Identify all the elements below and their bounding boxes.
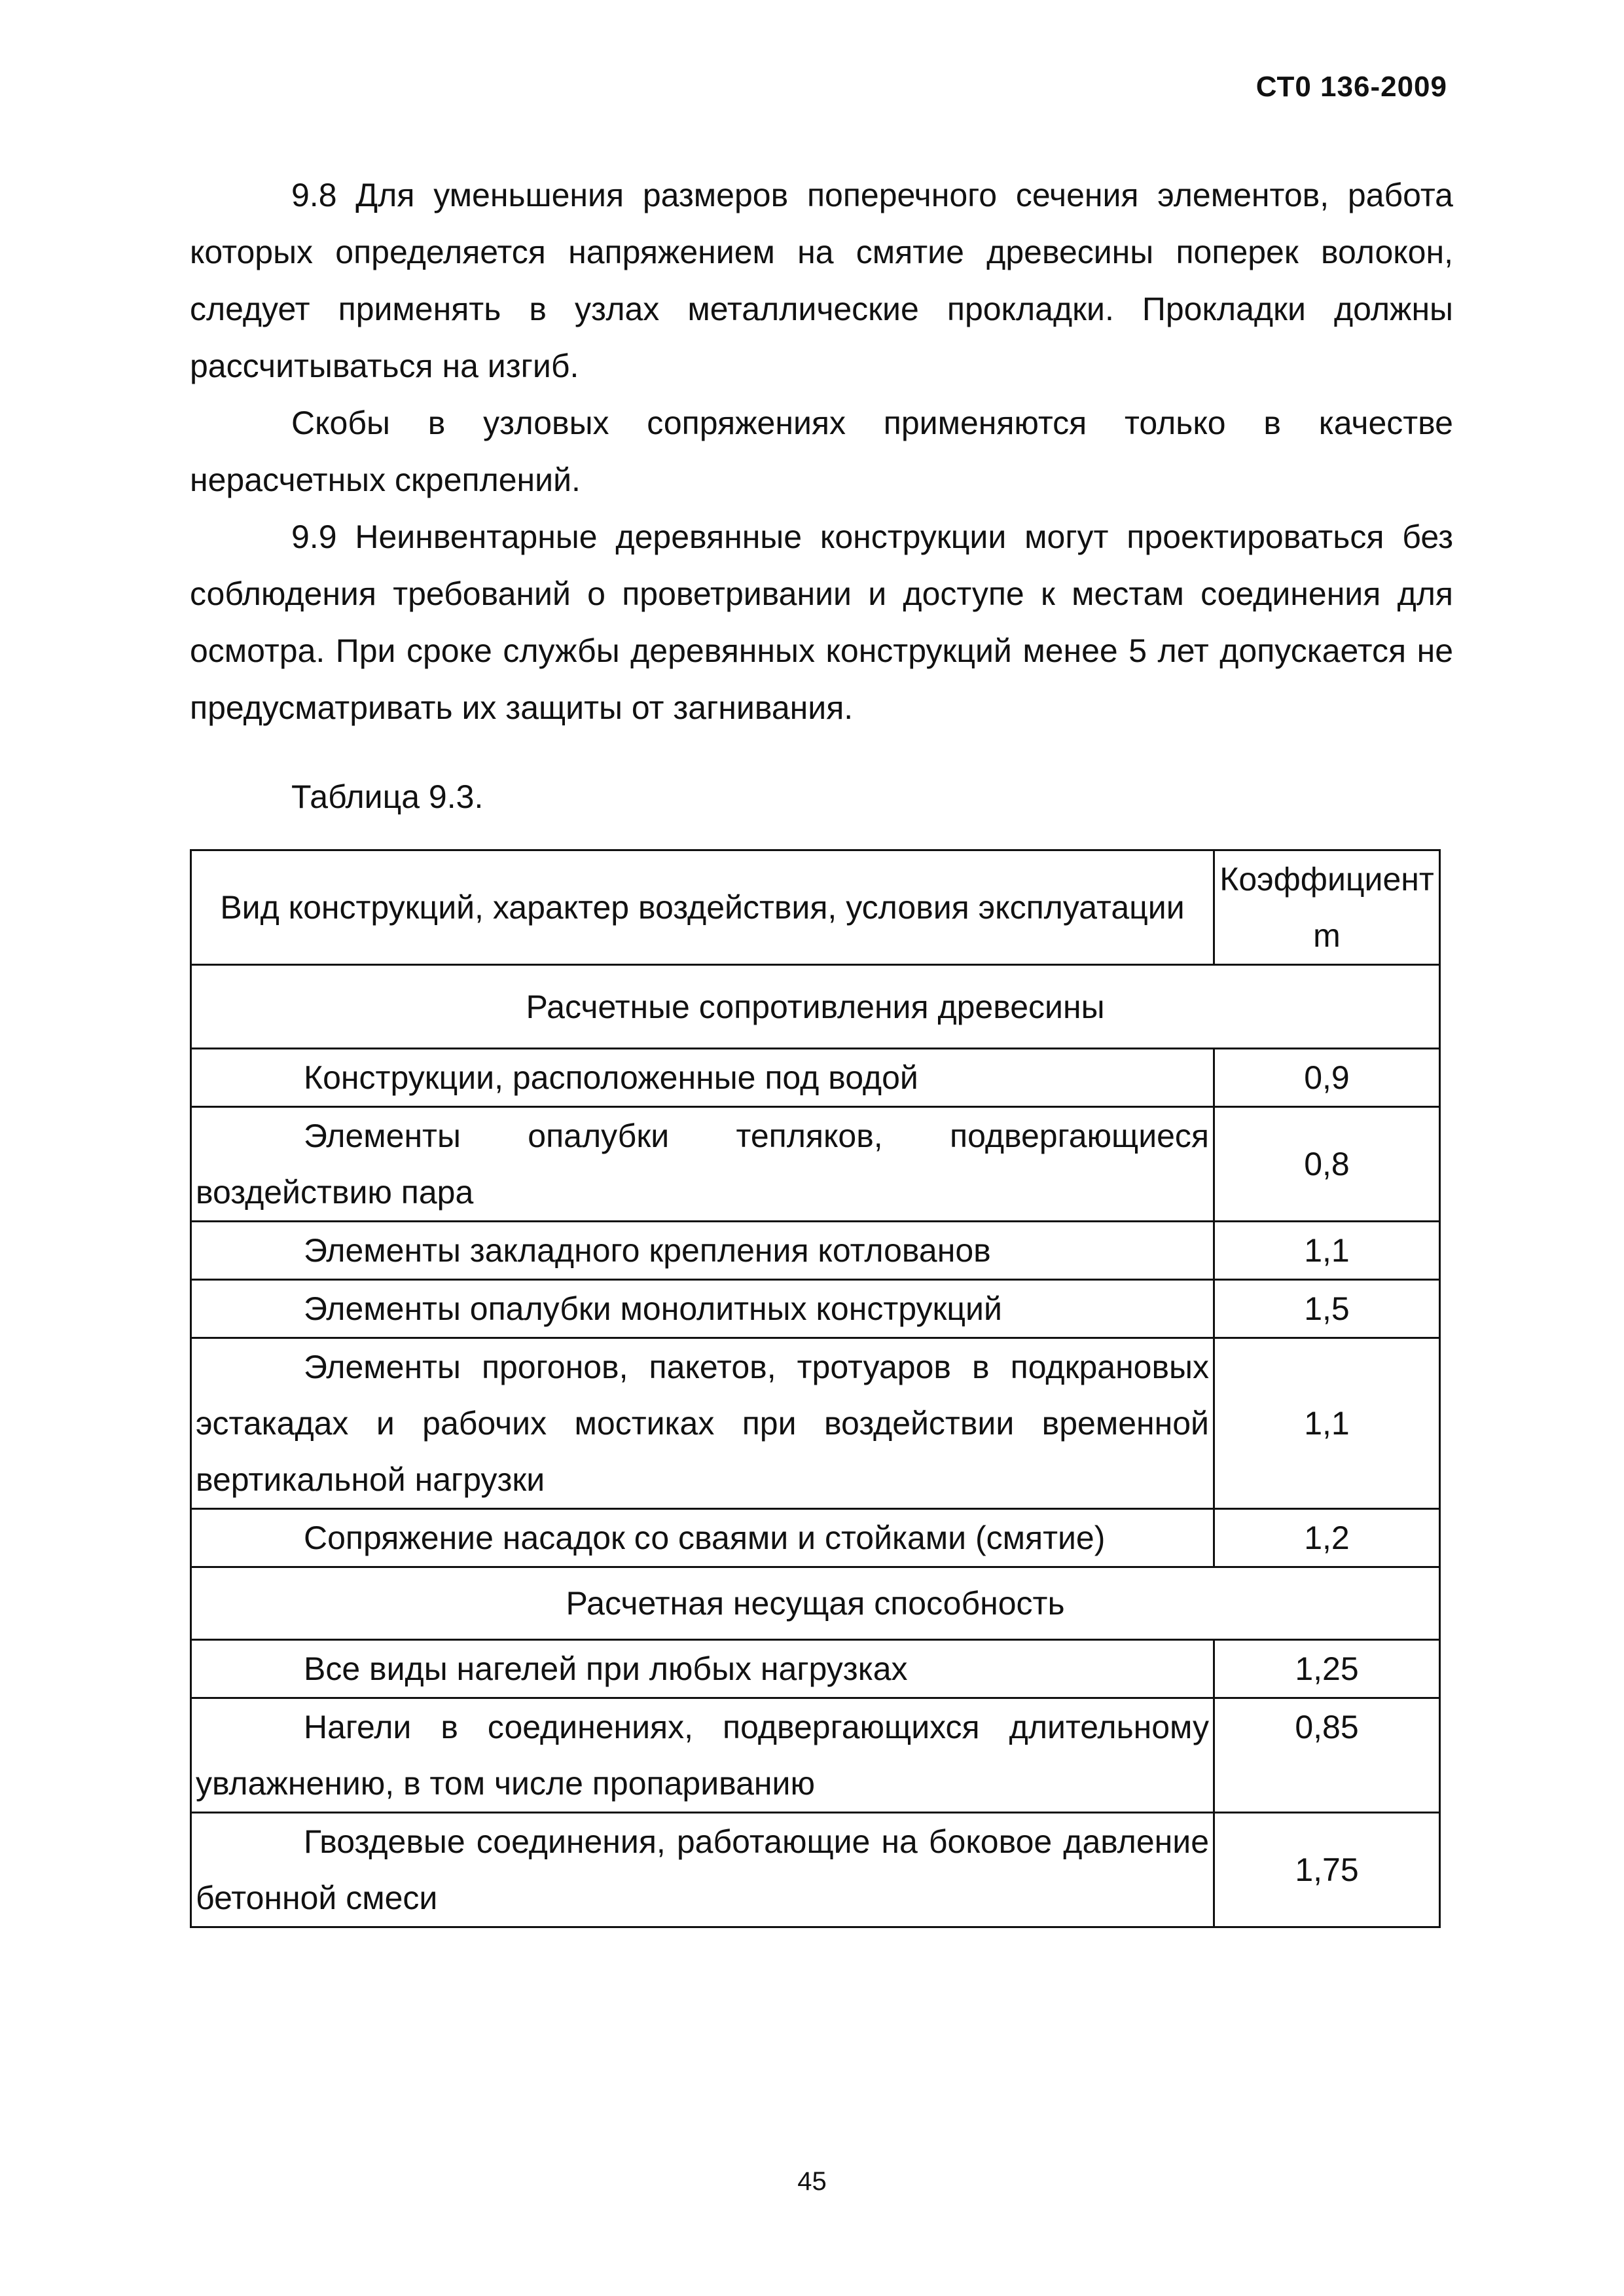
table-row	[191, 1280, 1440, 1338]
row-value: 1,2	[1214, 1509, 1440, 1567]
table-caption: Таблица 9.3.	[291, 778, 484, 815]
table-row	[191, 1509, 1440, 1567]
paragraph-9-9: 9.9 Неинвентарные деревянные конструкции могут проектироваться без соблюдения требований о проветривании и доступе к местам соединения для осмотра. При сроке службы деревянных конструкций менее 5 лет допускается не предусматривать их защиты от загнивания.	[190, 519, 1453, 726]
coefficient-table	[190, 849, 1441, 1928]
table-row	[191, 1107, 1440, 1222]
row-value: 1,5	[1214, 1280, 1440, 1338]
row-value: 1,1	[1214, 1338, 1440, 1509]
document-code: СТ0 136-2009	[1255, 71, 1447, 103]
section-title-wood-resistance: Расчетные сопротивления древесины	[191, 965, 1440, 1049]
body-text	[190, 167, 1453, 737]
header-coefficient-symbol: m	[1313, 917, 1341, 954]
row-value: 1,25	[1214, 1640, 1440, 1698]
row-value: 1,75	[1214, 1813, 1440, 1927]
row-description: Нагели в соединениях, подвергающихся длительному увлажнению, в том числе пропариванию	[191, 1698, 1214, 1813]
row-description: Гвоздевые соединения, работающие на боковое давление бетонной смеси	[191, 1813, 1214, 1927]
section-row	[191, 965, 1440, 1049]
table-row	[191, 1222, 1440, 1280]
row-description: Элементы опалубки тепляков, подвергающиеся воздействию пара	[191, 1107, 1214, 1222]
row-value: 1,1	[1214, 1222, 1440, 1280]
section-title-bearing-capacity: Расчетная несущая способность	[191, 1567, 1440, 1640]
table-row	[191, 1338, 1440, 1509]
row-description: Сопряжение насадок со сваями и стойками (смятие)	[191, 1509, 1214, 1567]
paragraph-staples: Скобы в узловых сопряжениях применяются только в качестве нерасчетных скреплений.	[190, 405, 1453, 498]
row-description: Конструкции, расположенные под водой	[191, 1049, 1214, 1107]
row-description: Все виды нагелей при любых нагрузках	[191, 1640, 1214, 1698]
row-description: Элементы прогонов, пакетов, тротуаров в подкрановых эстакадах и рабочих мостиках при воздействии временной вертикальной нагрузки	[191, 1338, 1214, 1509]
section-row	[191, 1567, 1440, 1640]
row-description: Элементы закладного крепления котлованов	[191, 1222, 1214, 1280]
table-header-row	[191, 850, 1440, 965]
page-number: 45	[797, 2167, 827, 2196]
header-description: Вид конструкций, характер воздействия, условия эксплуатации	[191, 850, 1214, 965]
row-value: 0,8	[1214, 1107, 1440, 1222]
header-coefficient	[1214, 850, 1440, 965]
header-coefficient-label: Коэффициент	[1219, 861, 1434, 898]
row-description: Элементы опалубки монолитных конструкций	[191, 1280, 1214, 1338]
table-row	[191, 1049, 1440, 1107]
paragraph-9-8: 9.8 Для уменьшения размеров поперечного сечения элементов, работа которых определяется напряжением на смятие древесины поперек волокон, следует применять в узлах металлические прокладки. Прокладки должны рассчитываться на изгиб.	[190, 177, 1453, 384]
table-row	[191, 1813, 1440, 1927]
table-row	[191, 1640, 1440, 1698]
table-row	[191, 1698, 1440, 1813]
row-value: 0,85	[1214, 1698, 1440, 1813]
row-value: 0,9	[1214, 1049, 1440, 1107]
